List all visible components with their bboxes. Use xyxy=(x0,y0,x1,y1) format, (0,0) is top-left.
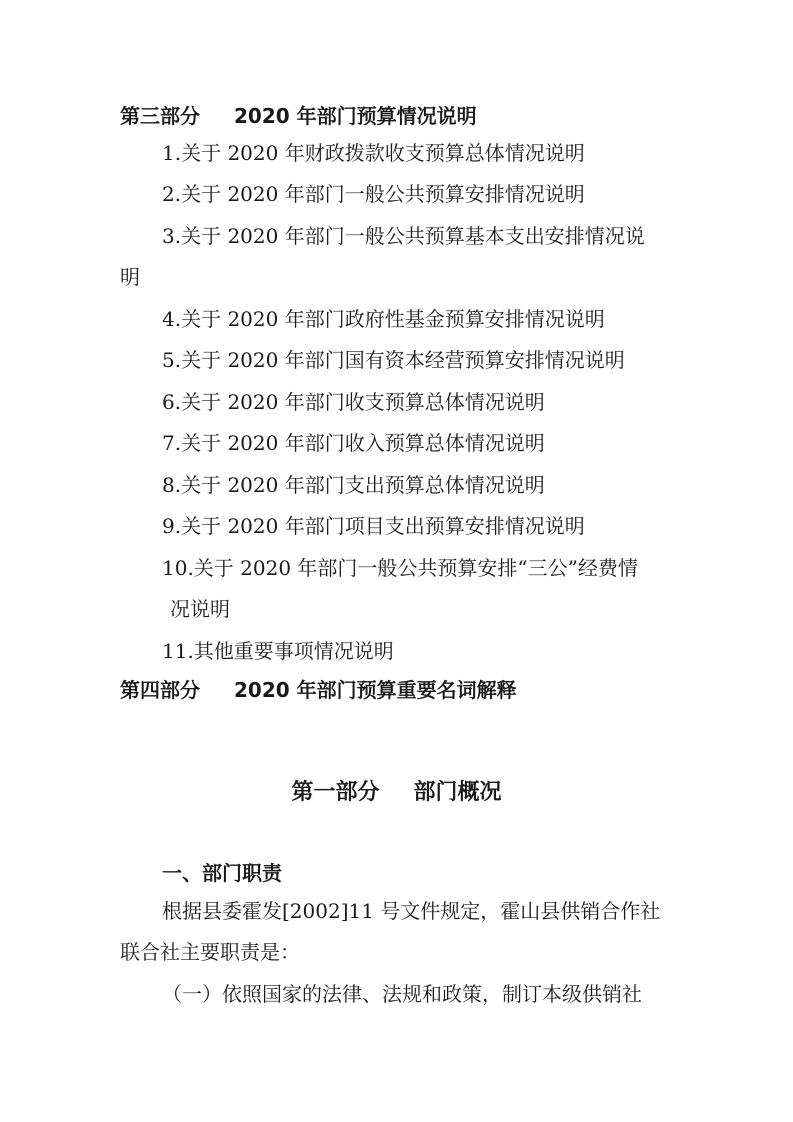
toc-item-9: 9.关于 2020 年部门项目支出预算安排情况说明 xyxy=(162,514,585,538)
part1-title xyxy=(0,780,793,806)
toc-item-5: 5.关于 2020 年部门国有资本经营预算安排情况说明 xyxy=(162,348,625,372)
part4-heading xyxy=(120,677,517,703)
part3-heading xyxy=(120,103,477,129)
toc-item-10-cont: 况说明 xyxy=(170,597,230,621)
toc-item-1: 1.关于 2020 年财政拨款收支预算总体情况说明 xyxy=(162,141,585,165)
paragraph-line-3: （一）依照国家的法律、法规和政策，制订本级供销社 xyxy=(162,982,642,1006)
part4-label: 第四部分 xyxy=(120,678,200,702)
toc-item-11: 11.其他重要事项情况说明 xyxy=(162,639,394,663)
toc-item-3-cont: 明 xyxy=(120,265,140,289)
toc-item-2: 2.关于 2020 年部门一般公共预算安排情况说明 xyxy=(162,182,585,206)
paragraph-line-2: 联合社主要职责是： xyxy=(120,940,300,964)
part4-title: 2020 年部门预算重要名词解释 xyxy=(234,678,517,702)
paragraph-line-1: 根据县委霍发[2002]11 号文件规定，霍山县供销合作社 xyxy=(162,899,661,923)
toc-item-8: 8.关于 2020 年部门支出预算总体情况说明 xyxy=(162,473,545,497)
toc-item-3: 3.关于 2020 年部门一般公共预算基本支出安排情况说 xyxy=(162,224,645,248)
part3-title: 2020 年部门预算情况说明 xyxy=(234,104,477,128)
part1-name: 部门概况 xyxy=(413,780,502,805)
toc-item-4: 4.关于 2020 年部门政府性基金预算安排情况说明 xyxy=(162,307,605,331)
part1-label: 第一部分 xyxy=(291,780,380,805)
part3-label: 第三部分 xyxy=(120,104,200,128)
toc-item-7: 7.关于 2020 年部门收入预算总体情况说明 xyxy=(162,431,545,455)
section-heading-duties: 一、部门职责 xyxy=(162,861,282,885)
toc-item-6: 6.关于 2020 年部门收支预算总体情况说明 xyxy=(162,390,545,414)
toc-item-10: 10.关于 2020 年部门一般公共预算安排“三公”经费情 xyxy=(162,556,638,580)
